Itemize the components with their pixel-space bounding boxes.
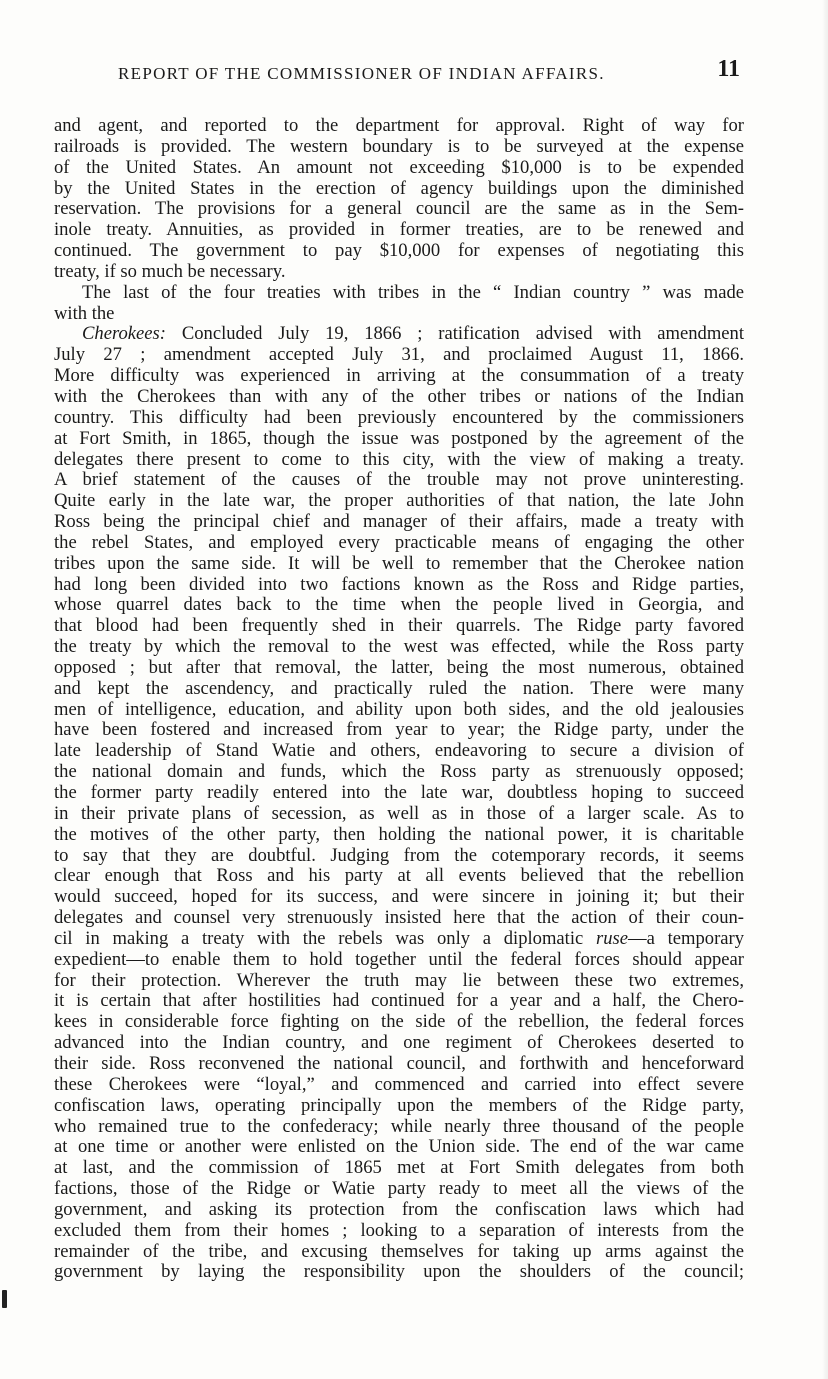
text-line: remainder of the tribe, and excusing themselves for taking up arms against the (54, 1241, 744, 1262)
text-line: Ross being the principal chief and manager of their affairs, made a treaty with (54, 512, 744, 533)
text-line: and agent, and reported to the department for approval. Right of way for (54, 116, 744, 136)
text-line: by the United States in the erection of agency buildings upon the diminished (54, 178, 744, 199)
text-line: government by laying the responsibility upon the shoulders of the council; (54, 1262, 744, 1283)
text-line: to say that they are doubtful. Judging from the cotemporary records, it seems (54, 845, 744, 866)
text-line: of the United States. An amount not exceeding $10,000 is to be expended (54, 157, 744, 178)
running-head: REPORT OF THE COMMISSIONER OF INDIAN AFFAIRS. (118, 64, 605, 83)
text-line: inole treaty. Annuities, as provided in former treaties, are to be renewed and (54, 220, 744, 241)
text-line: at Fort Smith, in 1865, though the issue was postponed by the agreement of the (54, 428, 744, 449)
text-line: late leadership of Stand Watie and others, endeavoring to secure a division of (54, 741, 744, 762)
text-line: railroads is provided. The western boundary is to be surveyed at the expense (54, 136, 744, 157)
text-line: opposed ; but after that removal, the latter, being the most numerous, obtained (54, 657, 744, 678)
text-line: with the Cherokees than with any of the other tribes or nations of the Indian (54, 386, 744, 407)
scan-edge-mark (2, 1290, 7, 1308)
text-line: men of intelligence, education, and ability upon both sides, and the old jealousies (54, 699, 744, 720)
text-line: government, and asking its protection from the confiscation laws which had (54, 1199, 744, 1220)
text-line: that blood had been frequently shed in their quarrels. The Ridge party favored (54, 616, 744, 637)
text-line: The last of the four treaties with tribes in the “ Indian country ” was made (82, 282, 744, 303)
text-line-ruse (54, 929, 744, 950)
text-line: it is certain that after hostilities had continued for a year and a half, the Chero- (54, 991, 744, 1012)
text-line: More difficulty was experienced in arriving at the consummation of a treaty (54, 366, 744, 387)
text-line: factions, those of the Ridge or Watie party ready to meet all the views of the (54, 1179, 744, 1200)
text-line: in their private plans of secession, as well as in those of a larger scale. As to (54, 803, 744, 824)
text-line: had long been divided into two factions known as the Ross and Ridge parties, (54, 574, 744, 595)
text-line: continued. The government to pay $10,000 for expenses of negotiating this (54, 241, 744, 262)
text-line: tribes upon the same side. It will be well to remember that the Cherokee nation (54, 553, 744, 574)
text-line-cherokees (54, 324, 744, 345)
page-gutter-shadow (822, 0, 828, 1379)
text-line: who remained true to the confederacy; while nearly three thousand of the people (54, 1116, 744, 1137)
cherokees-label: Cherokees: (82, 324, 166, 345)
text-line: at one time or another were enlisted on the Union side. The end of the war came (54, 1137, 744, 1158)
ruse-tail: —a temporary (628, 928, 744, 949)
text-line: excluded them from their homes ; looking to a separation of interests from the (54, 1220, 744, 1241)
text-line: for their protection. Wherever the truth may lie between these two extremes, (54, 970, 744, 991)
body-text (54, 116, 744, 1283)
text-line: treaty, if so much be necessary. (54, 261, 286, 282)
text-line-content: cil in making a treaty with the rebels was only a diplomatic (54, 928, 584, 949)
text-line: at last, and the commission of 1865 met at Fort Smith delegates from both (54, 1158, 744, 1179)
page-header (118, 58, 768, 88)
text-line: Quite early in the late war, the proper authorities of that nation, the late John (54, 491, 744, 512)
text-line: delegates and counsel very strenuously insisted here that the action of their coun- (54, 908, 744, 929)
text-line: whose quarrel dates back to the time when the people lived in Georgia, and (54, 595, 744, 616)
text-line: expedient—to enable them to hold together until the federal forces should appear (54, 949, 744, 970)
text-line: the former party readily entered into the late war, doubtless hoping to succeed (54, 783, 744, 803)
text-line: confiscation laws, operating principally upon the members of the Ridge party, (54, 1095, 744, 1116)
text-line: the rebel States, and employed every practicable means of engaging the other (54, 532, 744, 553)
text-line: kees in considerable force fighting on the side of the rebellion, the federal forces (54, 1012, 744, 1033)
text-line: would succeed, hoped for its success, and were sincere in joining it; but their (54, 887, 744, 908)
page-number: 11 (717, 56, 740, 82)
text-line: advanced into the Indian country, and one regiment of Cherokees deserted to (54, 1033, 744, 1054)
text-line: have been fostered and increased from year to year; the Ridge party, under the (54, 720, 744, 741)
text-line: their side. Ross reconvened the national council, and forthwith and henceforward (54, 1053, 744, 1074)
text-line: country. This difficulty had been previously encountered by the commissioners (54, 407, 744, 428)
text-line: and kept the ascendency, and practically ruled the nation. There were many (54, 678, 744, 699)
text-line: reservation. The provisions for a general council are the same as in the Sem- (54, 199, 744, 220)
text-line: July 27 ; amendment accepted July 31, and proclaimed August 11, 1866. (54, 345, 744, 366)
ruse-word: ruse (596, 928, 629, 949)
text-line: the treaty by which the removal to the west was effected, while the Ross party (54, 637, 744, 658)
text-line: clear enough that Ross and his party at all events believed that the rebellion (54, 866, 744, 887)
text-line: the motives of the other party, then holding the national power, it is charitable (54, 824, 744, 845)
text-line: with the (54, 303, 115, 324)
text-line: A brief statement of the causes of the trouble may not prove uninteresting. (54, 470, 744, 491)
text-line: delegates there present to come to this city, with the view of making a treaty. (54, 449, 744, 470)
text-line: the national domain and funds, which the Ross party as strenuously opposed; (54, 762, 744, 783)
text-line-content: Concluded July 19, 1866 ; ratification advised with amendment (181, 324, 744, 345)
text-line: these Cherokees were “loyal,” and commenced and carried into effect severe (54, 1074, 744, 1095)
